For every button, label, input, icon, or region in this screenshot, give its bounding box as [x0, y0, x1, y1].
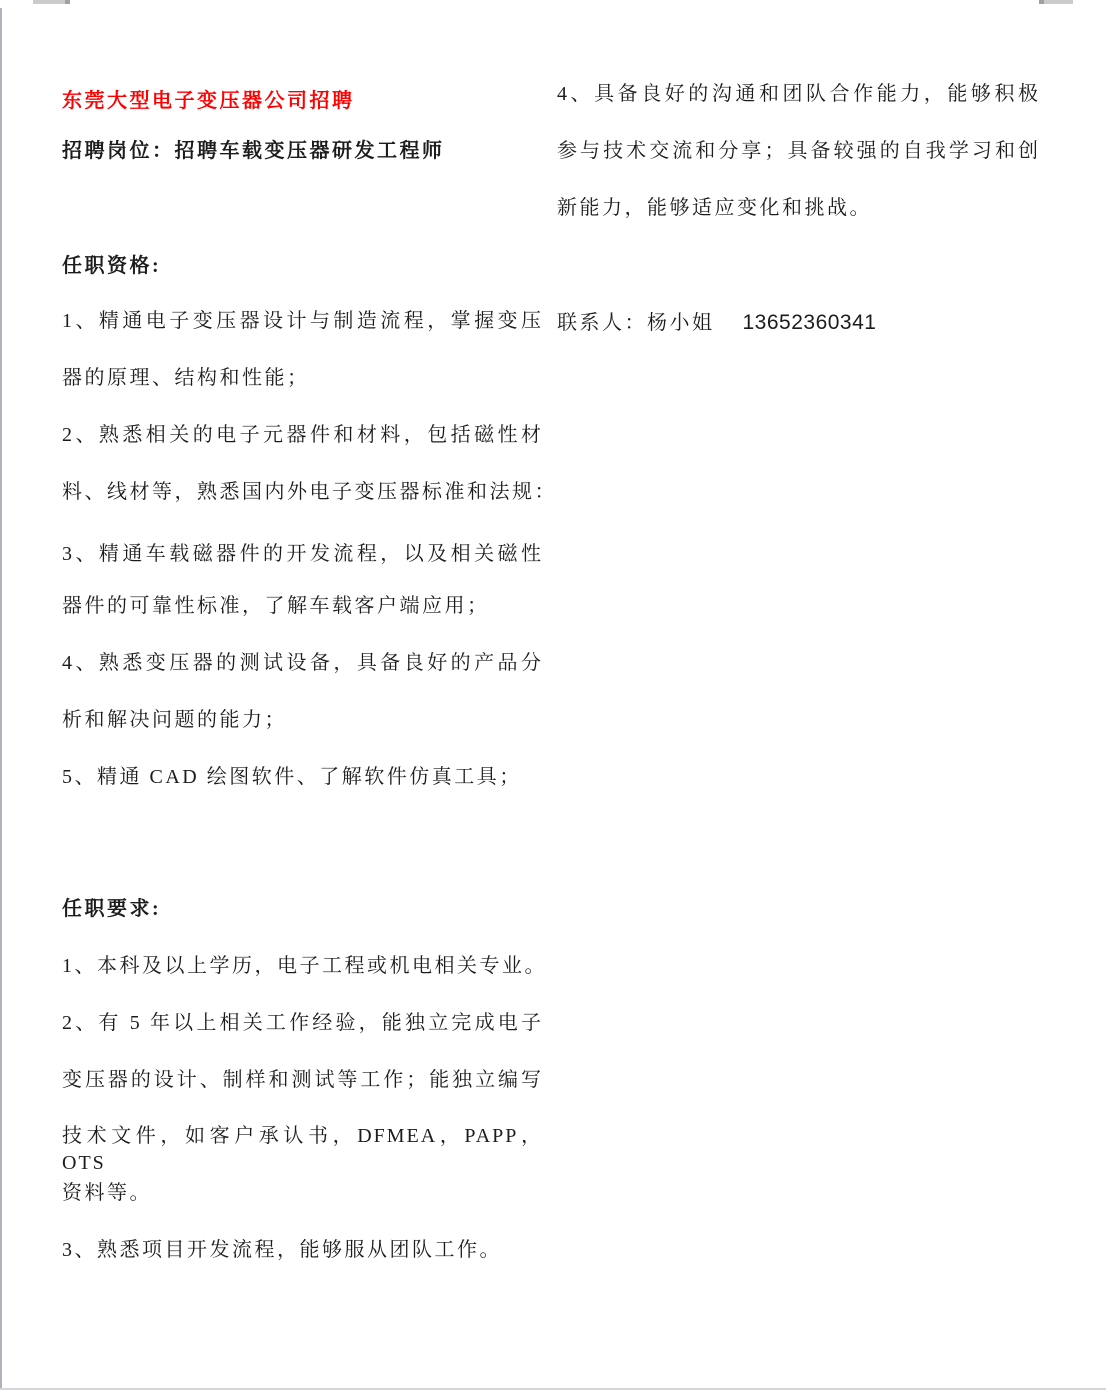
qualification-line: 器的原理、结构和性能；	[62, 367, 310, 389]
qualification-overflow-line: 新能力，能够适应变化和挑战。	[557, 197, 872, 219]
right-column	[557, 0, 1040, 1390]
left-column	[62, 0, 557, 1390]
doc-subtitle: 招聘岗位：招聘车载变压器研发工程师	[62, 140, 445, 162]
requirement-line: 2、有 5 年以上相关工作经验，能独立完成电子	[62, 1012, 543, 1034]
requirement-line: 1、本科及以上学历，电子工程或机电相关专业。	[62, 955, 547, 977]
contact-line	[557, 309, 1040, 337]
qualification-line: 5、精通 CAD 绘图软件、了解软件仿真工具；	[62, 766, 522, 788]
contact-label: 联系人：杨小姐	[557, 312, 715, 334]
qualification-line: 3、精通车载磁器件的开发流程，以及相关磁性	[62, 543, 543, 565]
requirement-line: 技术文件，如客户承认书，DFMEA，PAPP，OTS	[62, 1125, 543, 1174]
section-heading-qualifications: 任职资格:	[62, 255, 162, 277]
qualification-line: 4、熟悉变压器的测试设备，具备良好的产品分	[62, 652, 543, 674]
qualification-line: 1、精通电子变压器设计与制造流程，掌握变压	[62, 310, 543, 332]
qualification-line: 料、线材等，熟悉国内外电子变压器标准和法规：	[62, 481, 557, 503]
qualification-line: 2、熟悉相关的电子元器件和材料，包括磁性材	[62, 424, 543, 446]
qualification-line: 析和解决问题的能力；	[62, 709, 287, 731]
doc-title: 东莞大型电子变压器公司招聘	[62, 90, 355, 112]
window-left-border	[0, 8, 2, 1390]
requirement-line: 3、熟悉项目开发流程，能够服从团队工作。	[62, 1239, 502, 1261]
horizontal-scrollbar-fragment-right[interactable]	[1039, 0, 1073, 4]
requirement-line: 资料等。	[62, 1182, 152, 1204]
contact-phone: 13652360341	[742, 311, 877, 334]
section-heading-requirements: 任职要求:	[62, 898, 162, 920]
requirement-line: 变压器的设计、制样和测试等工作；能独立编写	[62, 1069, 543, 1091]
qualification-overflow-line: 4、具备良好的沟通和团队合作能力，能够积极	[557, 83, 1040, 105]
qualification-overflow-line: 参与技术交流和分享；具备较强的自我学习和创	[557, 140, 1040, 162]
qualification-line: 器件的可靠性标准，了解车载客户端应用；	[62, 595, 490, 617]
